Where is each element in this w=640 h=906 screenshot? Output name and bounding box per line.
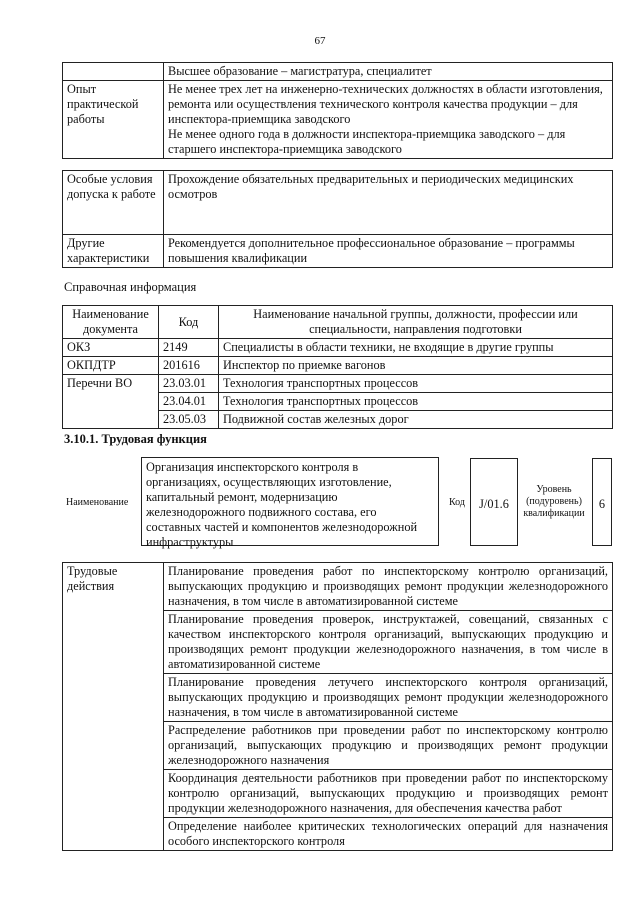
labor-action-item: Планирование проведения работ по инспекторскому контролю организаций, выпускающих продукцию и производящих ремонт продукции железнодорожного назначения, в том числе в автоматизированной системе: [164, 563, 613, 611]
qualification-level-value: [592, 458, 612, 546]
conditions-table: [62, 170, 613, 268]
function-name-value: [141, 457, 439, 549]
ref-header-name: Наименование начальной группы, должности, профессии или специальности, направления подготовки: [219, 306, 613, 339]
other-characteristics-value: Рекомендуется дополнительное профессиональное образование – программы повышения квалификации: [164, 235, 613, 268]
ref-cell-code: 2149: [159, 339, 219, 357]
function-name-label: Наименование: [66, 497, 129, 508]
qualification-level-label: Уровень (подуровень) квалификации: [523, 484, 585, 519]
page-number: 67: [314, 35, 326, 47]
education-table: [62, 62, 613, 159]
ref-cell-name: Специалисты в области техники, не входящие в другие группы: [219, 339, 613, 357]
ref-cell-name: Технология транспортных процессов: [219, 375, 613, 393]
function-code-text: J/01.6: [479, 497, 509, 511]
ref-cell-name: Инспектор по приемке вагонов: [219, 357, 613, 375]
experience-value: [164, 81, 613, 159]
ref-cell-document: ОКПДТР: [63, 357, 159, 375]
ref-cell-document: Перечни ВО: [63, 375, 159, 429]
education-value: Высшее образование – магистратура, специалитет: [164, 63, 613, 81]
ref-cell-document: ОКЗ: [63, 339, 159, 357]
labor-action-item: Координация деятельности работников при проведении работ по инспекторскому контролю организаций, выпускающих продукцию и производящих ремонт продукции железнодорожного назначения, для обеспечения качества работ: [164, 770, 613, 818]
reference-table: [62, 305, 613, 429]
other-characteristics-label: Другие характеристики: [63, 235, 164, 268]
reference-title: Справочная информация: [64, 280, 197, 294]
special-conditions-value: Прохождение обязательных предварительных и периодических медицинских осмотров: [164, 171, 613, 235]
special-conditions-label: Особые условия допуска к работе: [63, 171, 164, 235]
labor-action-item: Определение наиболее критических технологических операций для назначения особого инспекторского контроля: [164, 818, 613, 851]
ref-cell-code: 23.05.03: [159, 411, 219, 429]
experience-line: Не менее трех лет на инженерно-технических должностях в области изготовления, ремонта или осуществления технического контроля качества продукции – для инспектора-приемщика заводского: [168, 82, 603, 126]
function-code-value: [470, 458, 518, 546]
ref-header-document: Наименование документа: [63, 306, 159, 339]
experience-line: Не менее одного года в должности инспектора-приемщика заводского – для старшего инспектора-приемщика заводского: [168, 127, 566, 156]
ref-header-code: Код: [159, 306, 219, 339]
ref-cell-code: 23.03.01: [159, 375, 219, 393]
ref-cell-name: Подвижной состав железных дорог: [219, 411, 613, 429]
experience-label: Опыт практической работы: [63, 81, 164, 159]
ref-cell-code: 23.04.01: [159, 393, 219, 411]
education-empty-cell: [63, 63, 164, 81]
labor-actions-label: Трудовые действия: [63, 563, 164, 851]
labor-action-item: Планирование проведения проверок, инструктажей, совещаний, связанных с качеством инспекторского контроля организаций, выпускающих продукцию и производящих ремонт продукции железнодорожного назначения, в том числе в автоматизированной системе: [164, 611, 613, 674]
qualification-level-text: 6: [598, 497, 606, 511]
function-heading: 3.10.1. Трудовая функция: [64, 432, 207, 446]
labor-action-item: Планирование проведения летучего инспекторского контроля организаций, выпускающих продукцию и производящих ремонт продукции железнодорожного назначения, в том числе в автоматизированной системе: [164, 674, 613, 722]
labor-actions-table: [62, 562, 613, 851]
ref-cell-code: 201616: [159, 357, 219, 375]
labor-action-item: Распределение работников при проведении работ по инспекторскому контролю организаций, выпускающих продукцию и производящих ремонт продукции железнодорожного назначения: [164, 722, 613, 770]
ref-cell-name: Технология транспортных процессов: [219, 393, 613, 411]
function-code-label: Код: [449, 497, 465, 508]
function-name-text: Организация инспекторского контроля в организациях, осуществляющих изготовление, капитальный ремонт, модернизацию железнодорожного подвижного состава, его составных частей и компонентов железнодорожной инфраструктуры: [146, 460, 418, 549]
